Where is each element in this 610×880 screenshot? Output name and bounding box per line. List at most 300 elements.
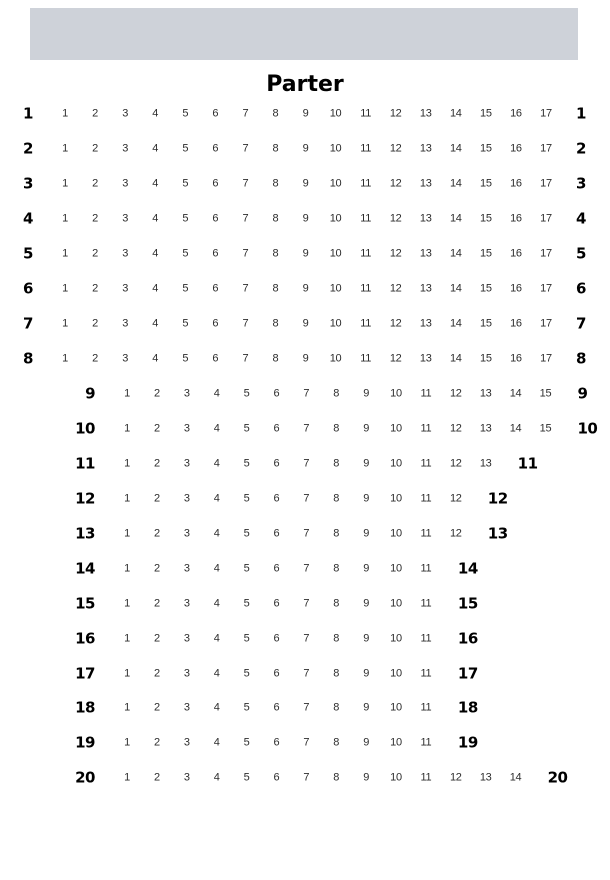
seat[interactable]: 10 [329,317,342,330]
seat[interactable]: 8 [333,527,340,540]
seat[interactable]: 5 [182,142,189,155]
seat[interactable]: 2 [92,212,98,225]
seat[interactable]: 12 [449,771,462,784]
row-label-left: 4 [23,209,33,228]
seat[interactable]: 7 [303,492,310,505]
row-label-right: 3 [576,174,586,193]
seat[interactable]: 5 [243,562,250,575]
seat[interactable]: 7 [303,667,310,680]
row-label-left: 16 [75,629,95,648]
seat[interactable]: 12 [389,247,402,260]
seat[interactable]: 9 [363,597,370,610]
row-label-right: 19 [457,733,478,752]
seat[interactable]: 7 [242,142,249,155]
seat[interactable]: 8 [272,352,279,365]
seat[interactable]: 3 [183,562,190,575]
seat[interactable]: 5 [243,701,250,714]
seat[interactable]: 4 [152,352,159,365]
seat[interactable]: 4 [213,701,220,714]
seat[interactable]: 8 [333,422,340,435]
seat[interactable]: 11 [420,492,432,505]
seat[interactable]: 9 [363,771,370,784]
seat[interactable]: 11 [420,527,432,540]
seat[interactable]: 8 [272,282,279,295]
seat[interactable]: 2 [92,107,98,120]
seat[interactable]: 2 [153,527,160,540]
seat[interactable]: 2 [153,597,160,610]
seat[interactable]: 1 [62,352,68,365]
seat[interactable]: 2 [92,317,98,330]
seat[interactable]: 3 [183,457,190,470]
seat[interactable]: 2 [92,352,98,365]
seat[interactable]: 5 [243,387,250,400]
seat[interactable]: 12 [449,457,462,470]
seat[interactable]: 6 [212,142,219,155]
seat[interactable]: 1 [124,492,130,505]
seat[interactable]: 4 [213,597,220,610]
row-label-right: 8 [576,349,586,368]
seat[interactable]: 7 [242,317,249,330]
seat[interactable]: 11 [420,387,432,400]
seat[interactable]: 11 [420,667,432,680]
seat[interactable]: 15 [539,422,552,435]
seat[interactable]: 13 [479,387,492,400]
seat[interactable]: 7 [303,422,310,435]
seat[interactable]: 2 [153,457,160,470]
seat[interactable]: 6 [212,107,219,120]
seat[interactable]: 6 [212,282,219,295]
seat[interactable]: 17 [540,352,552,365]
seat[interactable]: 5 [243,457,250,470]
seat[interactable]: 3 [122,352,129,365]
seat[interactable]: 7 [303,597,310,610]
seat[interactable]: 5 [182,212,189,225]
seat[interactable]: 16 [510,282,522,295]
seat[interactable]: 13 [419,177,432,190]
seat[interactable]: 12 [449,422,462,435]
seat[interactable]: 2 [153,492,160,505]
seat[interactable]: 9 [363,632,370,645]
seat[interactable]: 7 [303,387,310,400]
seat[interactable]: 1 [62,317,68,330]
seat[interactable]: 12 [389,352,402,365]
seat[interactable]: 14 [449,352,462,365]
seat[interactable]: 2 [153,632,160,645]
seat[interactable]: 11 [360,107,372,120]
seat[interactable]: 5 [243,422,250,435]
seat[interactable]: 7 [242,107,249,120]
seat[interactable]: 4 [213,457,220,470]
seat[interactable]: 13 [419,142,432,155]
seat[interactable]: 8 [333,492,340,505]
seat[interactable]: 4 [152,142,159,155]
seat[interactable]: 4 [213,527,220,540]
seat[interactable]: 13 [479,422,492,435]
seat[interactable]: 8 [333,562,340,575]
seat[interactable]: 13 [479,457,492,470]
seat[interactable]: 9 [363,667,370,680]
seat[interactable]: 3 [122,317,129,330]
seat[interactable]: 9 [302,212,309,225]
seat[interactable]: 6 [273,527,280,540]
seat[interactable]: 10 [329,247,342,260]
seat[interactable]: 5 [182,177,189,190]
seat[interactable]: 2 [153,422,160,435]
row-label-right: 4 [576,209,586,228]
seat[interactable]: 1 [124,562,130,575]
seat[interactable]: 1 [62,247,68,260]
seat[interactable]: 4 [213,422,220,435]
seat[interactable]: 12 [449,527,462,540]
seat[interactable]: 15 [480,107,492,120]
seat[interactable]: 15 [480,352,492,365]
seat[interactable]: 9 [363,736,370,749]
row-label-right: 12 [487,489,508,508]
seat[interactable]: 11 [420,632,432,645]
seat[interactable]: 4 [213,492,220,505]
seat[interactable]: 5 [182,317,189,330]
seat[interactable]: 4 [152,177,159,190]
seat[interactable]: 9 [302,247,309,260]
seat[interactable]: 2 [153,736,160,749]
seat[interactable]: 3 [122,282,129,295]
seat[interactable]: 10 [329,142,342,155]
seat[interactable]: 9 [363,422,370,435]
seat[interactable]: 6 [273,562,280,575]
seat[interactable]: 16 [510,142,522,155]
seat[interactable]: 11 [360,282,372,295]
seat[interactable]: 9 [302,317,309,330]
row-label-left: 5 [23,244,33,263]
seat[interactable]: 2 [92,177,98,190]
row-label-right: 7 [576,314,586,333]
seat[interactable]: 3 [122,107,129,120]
seat[interactable]: 1 [124,597,130,610]
seat[interactable]: 10 [390,632,402,645]
seat[interactable]: 7 [242,177,249,190]
seat[interactable]: 1 [124,667,130,680]
seat[interactable]: 12 [449,387,462,400]
seat[interactable]: 9 [302,352,309,365]
seat[interactable]: 4 [213,632,220,645]
seat[interactable]: 14 [449,142,462,155]
seat[interactable]: 12 [389,317,402,330]
seat[interactable]: 1 [62,107,68,120]
seat[interactable]: 6 [273,597,280,610]
seat[interactable]: 5 [243,632,250,645]
seat[interactable]: 7 [303,562,310,575]
seat[interactable]: 9 [363,457,370,470]
row-label-left: 18 [75,698,95,717]
seat[interactable]: 14 [449,212,462,225]
seat[interactable]: 11 [360,212,372,225]
seat[interactable]: 10 [390,701,402,714]
seat[interactable]: 2 [153,387,160,400]
seat[interactable]: 14 [509,771,522,784]
row-label-right: 14 [457,559,478,578]
seat[interactable]: 4 [152,107,159,120]
seat[interactable]: 11 [360,177,372,190]
seat[interactable]: 5 [243,667,250,680]
seat[interactable]: 12 [389,142,402,155]
row-label-left: 7 [23,314,33,333]
seat[interactable]: 16 [510,212,522,225]
seat[interactable]: 9 [363,387,370,400]
seat[interactable]: 3 [122,142,129,155]
seat[interactable]: 14 [449,317,462,330]
seat[interactable]: 1 [124,736,130,749]
seat[interactable]: 6 [273,422,280,435]
seat[interactable]: 14 [509,387,522,400]
seat[interactable]: 11 [360,142,372,155]
seat[interactable]: 10 [390,527,402,540]
seat[interactable]: 8 [272,107,279,120]
seat[interactable]: 9 [363,562,370,575]
seat[interactable]: 11 [420,422,432,435]
seat[interactable]: 5 [182,107,189,120]
seat[interactable]: 7 [242,352,249,365]
row-label-left: 9 [85,384,95,403]
seat[interactable]: 6 [273,492,280,505]
seat[interactable]: 15 [539,387,552,400]
seat[interactable]: 11 [420,562,432,575]
seat[interactable]: 1 [124,527,130,540]
seat[interactable]: 1 [124,632,130,645]
seat[interactable]: 14 [449,282,462,295]
seat[interactable]: 8 [272,247,279,260]
seat[interactable]: 15 [480,282,492,295]
row-label-right: 1 [576,104,586,123]
seat[interactable]: 7 [303,457,310,470]
seat[interactable]: 7 [303,701,310,714]
seat[interactable]: 12 [389,282,402,295]
seat[interactable]: 6 [273,736,280,749]
seat[interactable]: 7 [303,527,310,540]
seat[interactable]: 7 [303,736,310,749]
seat[interactable]: 17 [540,142,552,155]
seat[interactable]: 1 [62,142,68,155]
seat[interactable]: 13 [419,247,432,260]
seat[interactable]: 11 [360,352,372,365]
seat[interactable]: 13 [419,352,432,365]
seat[interactable]: 8 [333,736,340,749]
seat[interactable]: 12 [389,212,402,225]
seat[interactable]: 3 [183,667,190,680]
seat[interactable]: 11 [420,736,432,749]
seat[interactable]: 6 [212,317,219,330]
seat[interactable]: 3 [183,771,190,784]
seat[interactable]: 5 [243,736,250,749]
seat[interactable]: 10 [390,771,402,784]
seat[interactable]: 2 [92,247,98,260]
seat[interactable]: 11 [360,247,372,260]
seat[interactable]: 7 [242,247,249,260]
seat[interactable]: 17 [540,177,552,190]
seat[interactable]: 14 [449,177,462,190]
seat[interactable]: 4 [213,562,220,575]
row-label-left: 20 [75,768,95,787]
seat[interactable]: 1 [124,387,130,400]
seat[interactable]: 7 [242,282,249,295]
seat[interactable]: 8 [333,701,340,714]
seat[interactable]: 6 [273,771,280,784]
seat[interactable]: 12 [389,107,402,120]
seat[interactable]: 10 [390,597,402,610]
seat[interactable]: 10 [390,736,402,749]
seat[interactable]: 17 [540,282,552,295]
seat[interactable]: 5 [243,527,250,540]
seat[interactable]: 3 [183,632,190,645]
seat[interactable]: 17 [540,212,552,225]
seat[interactable]: 7 [303,771,310,784]
seat[interactable]: 14 [509,422,522,435]
seat[interactable]: 10 [329,352,342,365]
seat[interactable]: 8 [272,142,279,155]
seat[interactable]: 3 [183,701,190,714]
seat[interactable]: 3 [183,736,190,749]
seat[interactable]: 1 [124,771,130,784]
seat[interactable]: 15 [480,212,492,225]
seat[interactable]: 13 [419,317,432,330]
seat[interactable]: 13 [419,282,432,295]
seat[interactable]: 3 [183,422,190,435]
seat[interactable]: 6 [212,352,219,365]
seat[interactable]: 8 [333,667,340,680]
seat[interactable]: 3 [183,527,190,540]
seat[interactable]: 9 [302,282,309,295]
seat[interactable]: 16 [510,352,522,365]
seat[interactable]: 7 [303,632,310,645]
seat[interactable]: 10 [390,457,402,470]
seat[interactable]: 4 [152,282,159,295]
seat[interactable]: 10 [390,562,402,575]
seat[interactable]: 2 [92,142,98,155]
seat[interactable]: 8 [333,387,340,400]
seat[interactable]: 9 [363,701,370,714]
seat[interactable]: 8 [272,177,279,190]
seat[interactable]: 10 [390,667,402,680]
seat[interactable]: 17 [540,247,552,260]
seat[interactable]: 15 [480,177,492,190]
seat[interactable]: 13 [419,107,432,120]
seat[interactable]: 6 [273,632,280,645]
seat[interactable]: 6 [273,701,280,714]
seat[interactable]: 5 [243,771,250,784]
seat[interactable]: 6 [212,177,219,190]
seat[interactable]: 4 [213,736,220,749]
seat[interactable]: 3 [122,177,129,190]
seat[interactable]: 3 [183,387,190,400]
seat[interactable]: 6 [273,387,280,400]
seat[interactable]: 8 [333,771,340,784]
seat[interactable]: 16 [510,317,522,330]
seat[interactable]: 10 [329,212,342,225]
seat[interactable]: 2 [153,562,160,575]
seat[interactable]: 8 [333,457,340,470]
seat[interactable]: 8 [272,212,279,225]
seat[interactable]: 9 [363,527,370,540]
seat[interactable]: 4 [152,317,159,330]
seat[interactable]: 10 [390,422,402,435]
seat[interactable]: 5 [243,492,250,505]
seat[interactable]: 7 [242,212,249,225]
seat[interactable]: 6 [273,667,280,680]
seat[interactable]: 1 [124,457,130,470]
seat[interactable]: 2 [153,771,160,784]
row-label-left: 19 [75,733,95,752]
seat[interactable]: 2 [153,667,160,680]
seat[interactable]: 4 [213,667,220,680]
seat[interactable]: 15 [480,247,492,260]
seat[interactable]: 4 [152,212,159,225]
seat[interactable]: 3 [122,247,129,260]
seat[interactable]: 3 [122,212,129,225]
seat[interactable]: 8 [333,632,340,645]
seat[interactable]: 9 [302,107,309,120]
seat[interactable]: 9 [302,177,309,190]
seat[interactable]: 3 [183,492,190,505]
seat[interactable]: 8 [333,597,340,610]
seat[interactable]: 1 [124,701,130,714]
seat[interactable]: 5 [182,247,189,260]
seat[interactable]: 9 [363,492,370,505]
seat[interactable]: 11 [420,457,432,470]
seat[interactable]: 4 [213,387,220,400]
seat[interactable]: 14 [449,247,462,260]
seat[interactable]: 11 [420,701,432,714]
seat[interactable]: 11 [420,597,432,610]
seat[interactable]: 10 [329,177,342,190]
seat[interactable]: 5 [243,597,250,610]
seat[interactable]: 6 [273,457,280,470]
seat[interactable]: 11 [360,317,372,330]
seat[interactable]: 16 [510,107,522,120]
seat[interactable]: 12 [389,177,402,190]
seat[interactable]: 6 [212,212,219,225]
seat[interactable]: 12 [449,492,462,505]
seat[interactable]: 17 [540,107,552,120]
seat[interactable]: 2 [92,282,98,295]
seat[interactable]: 1 [124,422,130,435]
seat[interactable]: 15 [480,142,492,155]
seat[interactable]: 4 [152,247,159,260]
seat[interactable]: 13 [419,212,432,225]
seat[interactable]: 5 [182,282,189,295]
seat[interactable]: 1 [62,177,68,190]
section-title: Parter [266,72,344,97]
seat[interactable]: 10 [390,492,402,505]
seat[interactable]: 16 [510,177,522,190]
seat[interactable]: 2 [153,701,160,714]
seat[interactable]: 11 [420,771,432,784]
seat[interactable]: 1 [62,282,68,295]
seat[interactable]: 14 [449,107,462,120]
seat[interactable]: 10 [390,387,402,400]
seat[interactable]: 13 [479,771,492,784]
seat[interactable]: 4 [213,771,220,784]
seat[interactable]: 1 [62,212,68,225]
seat[interactable]: 6 [212,247,219,260]
seat[interactable]: 16 [510,247,522,260]
seat[interactable]: 8 [272,317,279,330]
seat[interactable]: 10 [329,282,342,295]
seat[interactable]: 3 [183,597,190,610]
seat[interactable]: 17 [540,317,552,330]
seat[interactable]: 10 [329,107,342,120]
seat[interactable]: 5 [182,352,189,365]
seat[interactable]: 9 [302,142,309,155]
seat[interactable]: 15 [480,317,492,330]
